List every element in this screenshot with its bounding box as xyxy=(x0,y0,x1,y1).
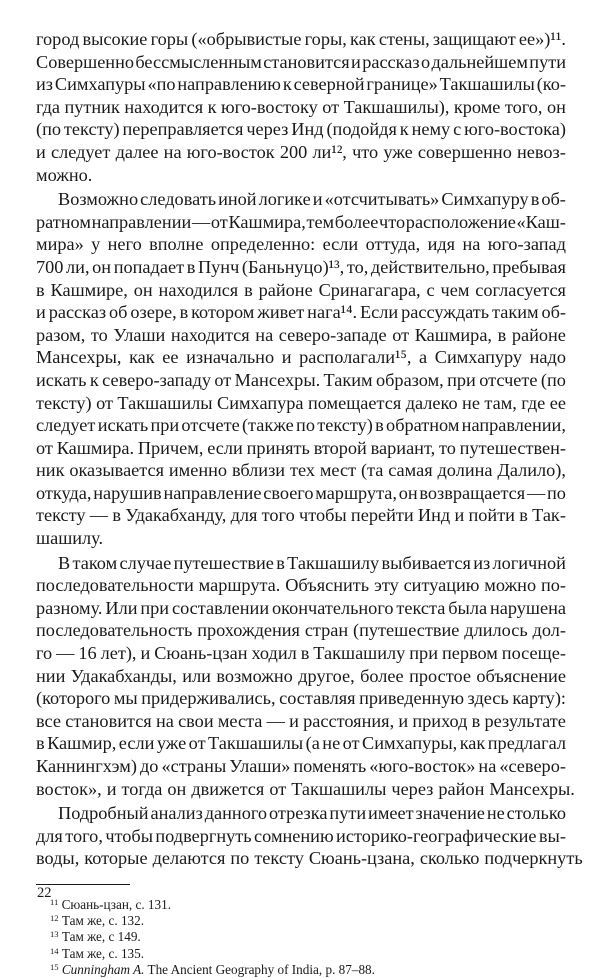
footnote-text: Сюань-цзан, с. 131. xyxy=(61,896,171,912)
footnote-number: 11 xyxy=(50,896,59,907)
footnote-number: 15 xyxy=(50,961,59,972)
text-line: (которого мы придерживались, составляя приведенную здесь карту): xyxy=(36,688,566,709)
footnotes xyxy=(36,897,566,978)
footnote xyxy=(36,897,566,913)
footnote-number: 13 xyxy=(50,929,59,940)
text-line: шашилу. xyxy=(36,528,104,549)
text-line: последовательность прохождения стран (путешествие длилось дол- xyxy=(36,620,566,641)
text-line: откуда, нарушив направление своего маршрута, он возвращается — по xyxy=(36,482,566,503)
text-line: Совершенно бессмысленным становится и рассказ о дальнейшем пути xyxy=(36,51,566,72)
page-body xyxy=(36,28,583,978)
text-line: ник оказывается именно вблизи тех мест (та самая долина Далило), xyxy=(36,460,566,481)
footnote xyxy=(36,962,566,978)
text-line: 700 ли, он попадает в Пунч (Баньнуцо)¹³, то, действительно, пребывая xyxy=(36,256,566,277)
text-line: искать к северо-западу от Мансехры. Таким образом, при отсчете (по xyxy=(36,369,566,390)
footnote-text: Там же, с. 135. xyxy=(61,945,145,961)
text-line: следует искать при отсчете (также по тексту) в обратном направлении, xyxy=(36,415,566,436)
footnote-text: The Ancient Geography of India, p. 87–88. xyxy=(144,961,375,977)
text-line: последовательности маршрута. Объяснить эту ситуацию можно по- xyxy=(36,575,566,596)
text-line: и следует далее на юго-восток 200 ли¹², что уже совершенно невоз- xyxy=(36,141,566,162)
text-line: разному. Или при составлении окончательного текста была нарушена xyxy=(36,597,566,618)
text-line: (по тексту) переправляется через Инд (подойдя к нему с юго-востока) xyxy=(36,119,566,140)
text-line: все становится на свои места — и расстояния, и приход в результате xyxy=(36,710,566,731)
text-line: от Кашмира. Причем, если принять второй вариант, то путешествен- xyxy=(36,437,566,458)
text-line: город высокие горы («обрывистые горы, как стены, защищают ее»)¹¹. xyxy=(36,29,566,49)
text-line: тексту) от Такшашилы Симхапура помещается далеко не там, где ее xyxy=(36,392,566,413)
footnote xyxy=(36,946,566,962)
text-line: Каннингхэм) до «страны Улаши» поменять «юго-восток» на «северо- xyxy=(36,756,566,776)
text-line: го — 16 лет), и Сюань-цзан ходил в Такшашилу при первом посеще- xyxy=(36,643,566,664)
text-line: Возможно следовать иной логике и «отсчитывать» Симхапуру в об- xyxy=(58,189,566,210)
text-line: мира» у него вполне определенно: если оттуда, идя на юго-запад xyxy=(36,234,566,255)
text-line: В таком случае путешествие в Такшашилу выбивается из логичной xyxy=(58,552,566,573)
footnote-number: 12 xyxy=(50,913,59,924)
main-text xyxy=(36,28,583,870)
text-line: восток», и тогда он движется от Такшашилы через район Мансехры. xyxy=(36,778,575,799)
text-line: и рассказ об озере, в котором живет нага¹⁴. Если рассуждать таким об- xyxy=(36,302,566,323)
text-line: тексту — в Удакабханду, для того чтобы перейти Инд и пойти в Так- xyxy=(36,505,566,526)
text-line: ратном направлении — от Кашмира, тем более что расположение «Каш- xyxy=(36,211,566,232)
text-line: для того, чтобы подвергнуть сомнению историко-географические вы- xyxy=(36,825,566,846)
text-line: гда путник находится к юго-востоку от Такшашилы), кроме того, он xyxy=(36,96,566,117)
text-line: в Кашмире, он находился в районе Сринагагара, с чем согласуется xyxy=(36,279,566,300)
text-line: Подробный анализ данного отрезка пути имеет значение не столько xyxy=(58,803,566,824)
text-line: нии Удакабханды, или возможно другое, более простое объяснение xyxy=(36,665,566,686)
footnote-text: Там же, с 149. xyxy=(61,929,141,945)
text-line: воды, которые делаются по тексту Сюань-цзана, сколько подчеркнуть xyxy=(36,848,583,869)
text-line: в Кашмир, если уже от Такшашилы (а не от Симхапуры, как предлагал xyxy=(36,733,566,754)
text-line: из Симхапуры «по направлению к северной границе» Такшашилы (ко- xyxy=(36,74,566,95)
page-number: 22 xyxy=(37,885,52,901)
text-line: Мансехры, как ее изначально и располагали¹⁵, а Симхапуру надо xyxy=(36,347,566,368)
footnote-author: Cunningham A. xyxy=(61,961,145,977)
footnote xyxy=(36,913,566,929)
footnote xyxy=(36,929,566,945)
text-line: разом, то Улаши находится на северо-западе от Кашмира, в районе xyxy=(36,324,566,345)
text-line: можно. xyxy=(36,164,93,185)
footnote-number: 14 xyxy=(50,945,59,956)
footnote-text: Там же, с. 132. xyxy=(61,913,145,929)
